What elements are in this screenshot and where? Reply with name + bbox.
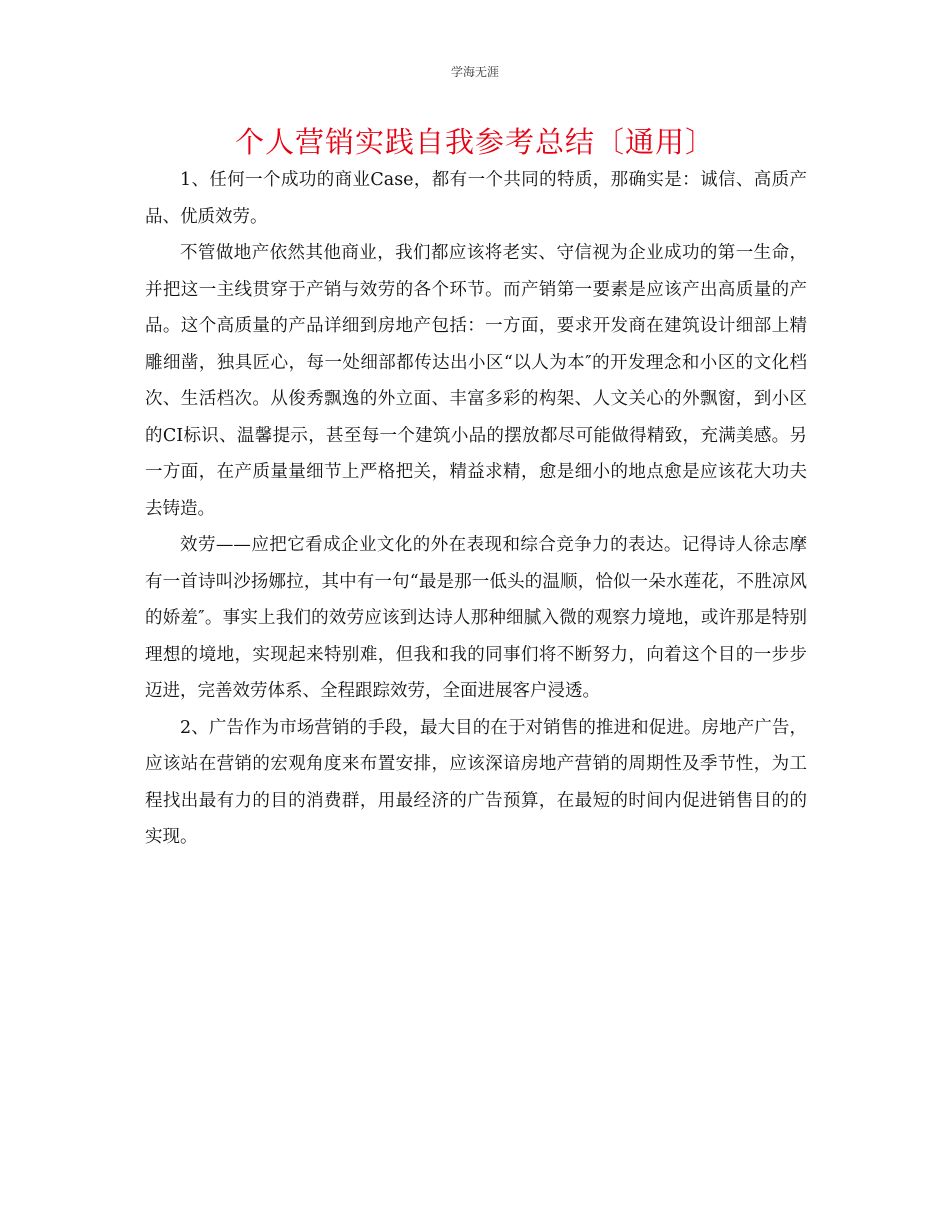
paragraph-4: 2、广告作为市场营销的手段，最大目的在于对销售的推进和促进。房地产广告，应该站在营销的宏观角度来布置安排，应该深谙房地产营销的周期性及季节性，为工程找出最有力的目的消费群，用最经济的广告预算，在最短的时间内促进销售目的的实现。 xyxy=(145,717,807,847)
document-title: 个人营销实践自我参考总结〔通用〕 xyxy=(234,125,715,159)
paragraph-1: 1、任何一个成功的商业Case，都有一个共同的特质，那确实是：诚信、高质产品、优质效劳。 xyxy=(145,170,807,227)
page-header: 学海无涯 xyxy=(450,65,499,79)
document-body xyxy=(145,162,807,856)
paragraph-2: 不管做地产依然其他商业，我们都应该将老实、守信视为企业成功的第一生命，并把这一主线贯穿于产销与效劳的各个环节。而产销第一要素是应该产出高质量的产品。这个高质量的产品详细到房地产包括：一方面，要求开发商在建筑设计细部上精雕细凿，独具匠心，每一处细部都传达出小区“以人为本″的开发理念和小区的文化档次、生活档次。从俊秀飘逸的外立面、丰富多彩的构架、人文关心的外飘窗，到小区的CI标识、温馨提示，甚至每一个建筑小品的摆放都尽可能做得精致，充满美感。另一方面，在产质量量细节上严格把关，精益求精，愈是细小的地点愈是应该花大功夫去铸造。 xyxy=(145,243,807,519)
paragraph-3: 效劳——应把它看成企业文化的外在表现和综合竞争力的表达。记得诗人徐志摩有一首诗叫沙扬娜拉，其中有一句“最是那一低头的温顺，恰似一朵水莲花，不胜凉风的娇羞″。事实上我们的效劳应该到达诗人那种细腻入微的观察力境地，或许那是特别理想的境地，实现起来特别难，但我和我的同事们将不断努力，向着这个目的一步步迈进，完善效劳体系、全程跟踪效劳，全面进展客户浸透。 xyxy=(145,535,807,701)
